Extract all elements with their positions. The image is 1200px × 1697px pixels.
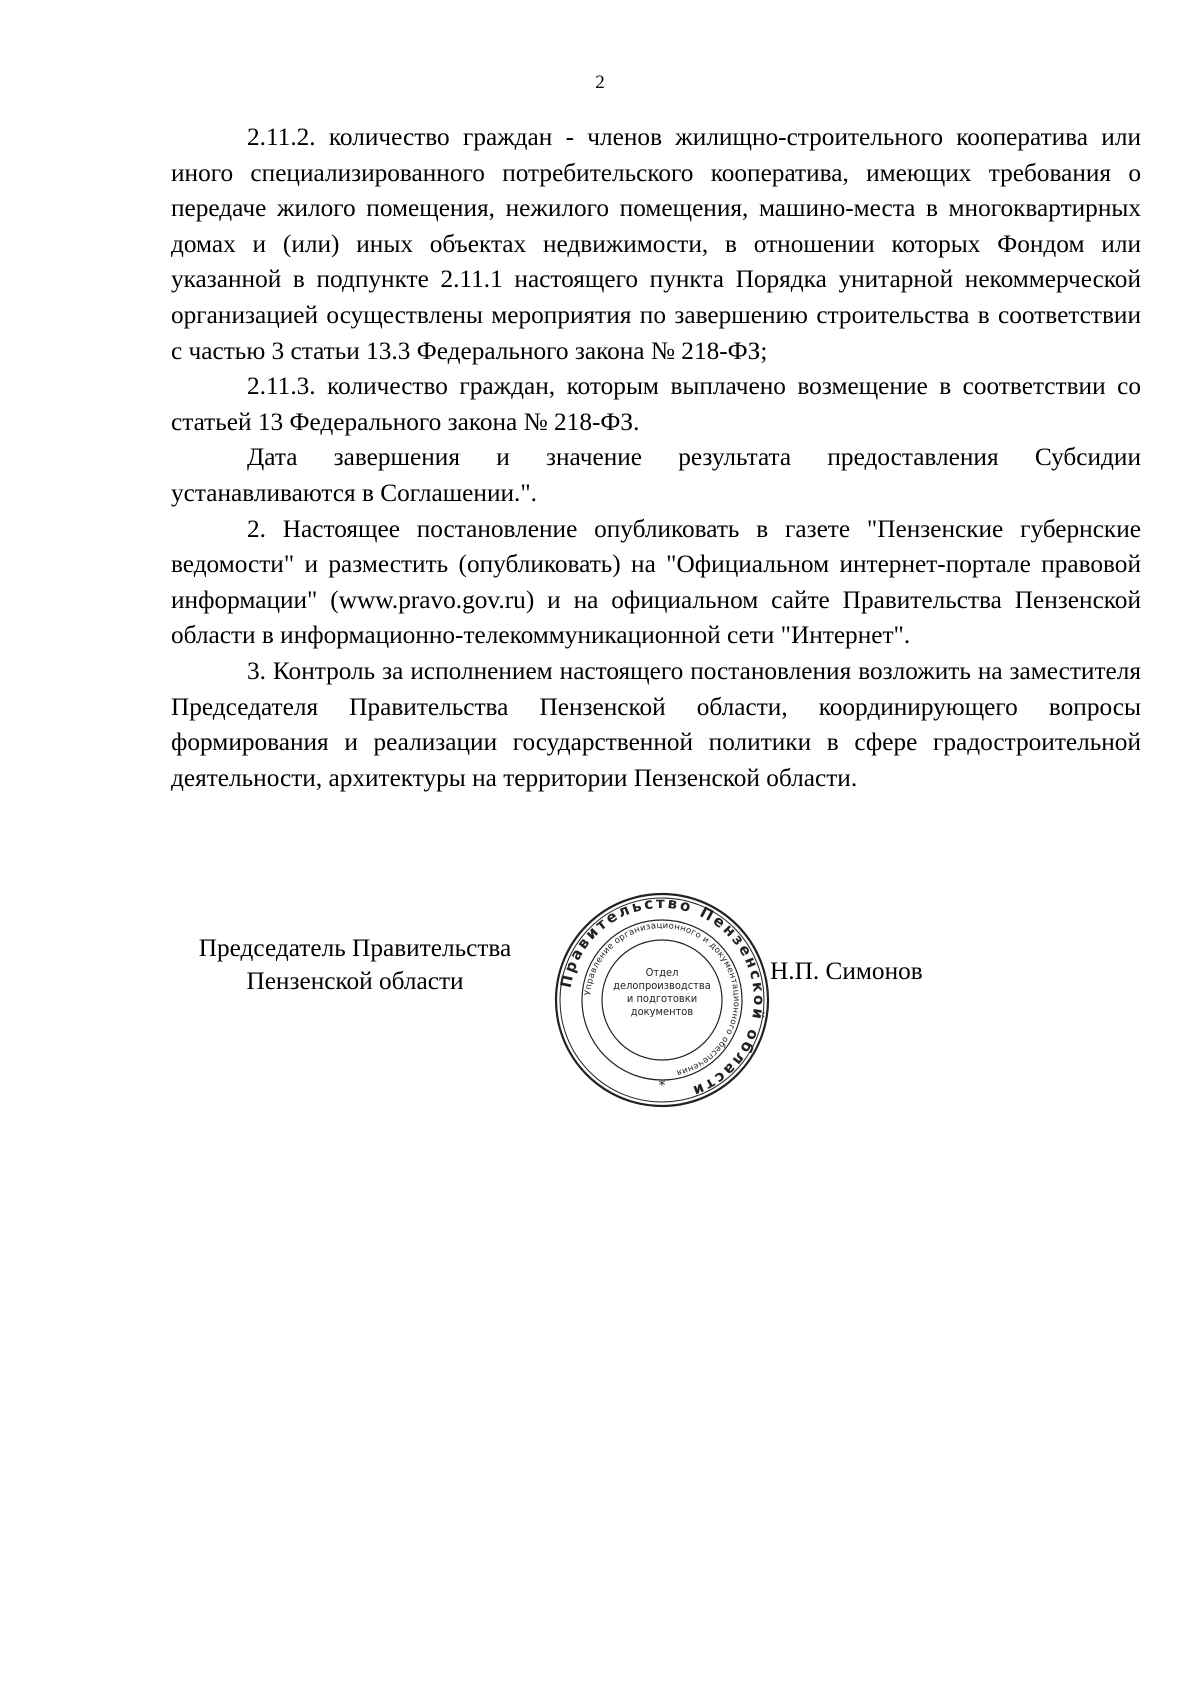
seal-inner-line1: Отдел [645, 966, 679, 979]
paragraph-result-date: Дата завершения и значение результата предоставления Субсидии устанавливаются в Соглашении.". [171, 443, 1141, 507]
seal-inner-line3: и подготовки [626, 992, 698, 1005]
seal-star: * [658, 1078, 666, 1094]
seal-inner-text [610, 966, 714, 1018]
page-number: 2 [595, 72, 605, 93]
signatory-position-line2: Пензенской области [246, 967, 464, 995]
signatory-position-line1: Председатель Правительства [198, 934, 512, 962]
paragraph-control: 3. Контроль за исполнением настоящего постановления возложить на заместителя Председателя Правительства Пензенской области, координирующего вопросы формирования и реализации государственной политики в сфере градостроительной деятельности, архитектуры на территории Пензенской области. [171, 656, 1141, 792]
document-body [171, 120, 1141, 796]
signatory-name: Н.П. Симонов [770, 957, 923, 985]
paragraph-2-11-3: 2.11.3. количество граждан, которым выплачено возмещение в соответствии со статьей 13 Федерального закона № 218-ФЗ. [171, 372, 1141, 436]
seal-inner-line4: документов [630, 1005, 694, 1018]
seal-outer-textpath: Правительство Пензенской области [556, 893, 769, 1101]
signatory-position [165, 932, 545, 998]
seal-middle-textpath: Управление организационного и документационного обеспечения [583, 920, 742, 1078]
paragraph-publication: 2. Настоящее постановление опубликовать в газете "Пензенские губернские ведомости" и разместить (опубликовать) на "Официальном интернет-портале правовой информации" (www.pravo.gov.ru) и на официальном сайте Правительства Пензенской области в информационно-телекоммуникационной сети "Интернет". [171, 514, 1141, 650]
signature-block [0, 890, 1200, 1110]
paragraph-2-11-2: 2.11.2. количество граждан - членов жилищно-строительного кооператива или иного специализированного потребительского кооператива, имеющих требования о передаче жилого помещения, нежилого помещения, машино-места в многоквартирных домах и (или) иных объектах недвижимости, в отношении которых Фондом или указанной в подпункте 2.11.1 настоящего пункта Порядка унитарной некоммерческой организацией осуществлены мероприятия по завершению строительства в соответствии с частью 3 статьи 13.3 Федерального закона № 218-ФЗ; [171, 123, 1141, 365]
official-seal [552, 890, 772, 1110]
seal-inner-line2: делопроизводства [613, 979, 711, 992]
